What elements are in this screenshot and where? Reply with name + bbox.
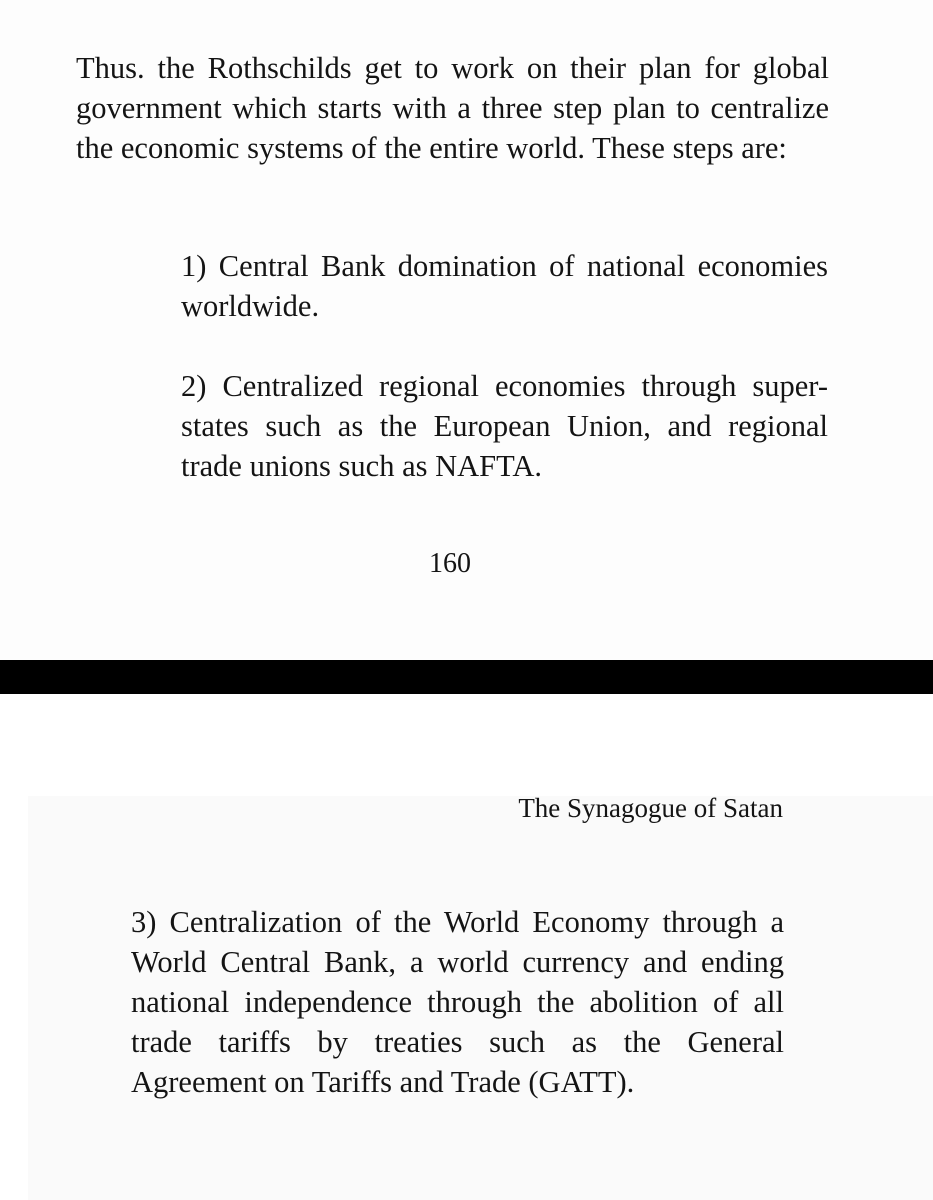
list-item-step-1: 1) Central Bank domination of national economies worldwide. xyxy=(181,249,828,323)
intro-paragraph: Thus. the Rothschilds get to work on their plan for global government which starts with a three step plan to centralize the economic systems of the entire world. These steps are: xyxy=(76,51,829,165)
list-item-step-2: 2) Centralized regional economies through super-states such as the European Union, and regional trade unions such as NAFTA. xyxy=(181,369,828,483)
running-head: The Synagogue of Satan xyxy=(518,793,783,823)
list-item-step-3: 3) Centralization of the World Economy through a World Central Bank, a world currency and ending national independence through the abolition of all trade tariffs by treaties such as the General Agreement on Tariffs and Trade (GATT). xyxy=(131,905,784,1099)
bottom-page xyxy=(0,694,933,1200)
page-divider xyxy=(0,660,933,694)
page-number: 160 xyxy=(429,548,471,579)
